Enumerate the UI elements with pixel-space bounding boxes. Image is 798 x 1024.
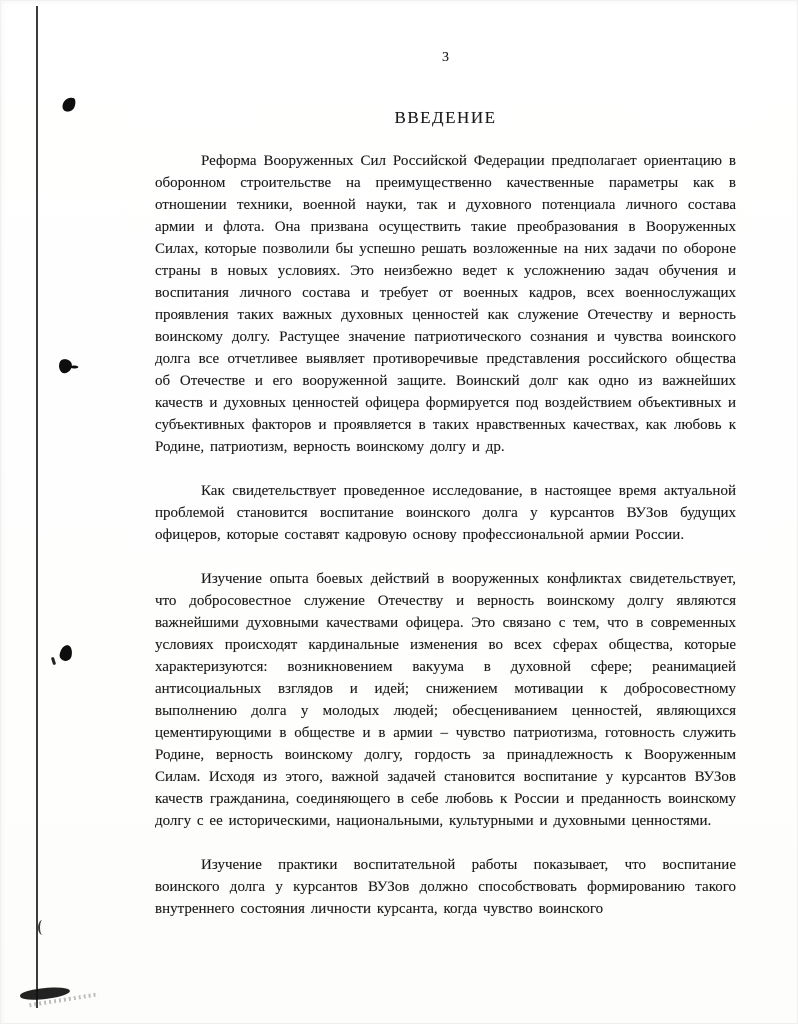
paragraph-2: Как свидетельствует проведенное исследование, в настоящее время актуальной проблемой становится воспитание воинского долга у курсантов ВУЗов будущих офицеров, которые составят кадровую основу профессиональной армии России.	[155, 483, 736, 543]
ink-smudge-lower	[59, 644, 74, 662]
ink-tick-mark	[51, 657, 56, 666]
ink-smudge-middle	[58, 358, 73, 374]
page-number: 3	[442, 50, 449, 65]
corner-scan-smudge	[20, 985, 71, 1002]
paragraph-3: Изучение опыта боевых действий в вооруженных конфликтах свидетельствует, что добросовестное служение Отечеству и верность воинскому долгу являются важнейшими духовными качествами офицера. Это связано с тем, что в современных условиях происходят кардинальные изменения во всех сферах общества, которые характеризуются: возникновением вакуума в духовной сфере; реанимацией антисоциальных взглядов и идей; снижением мотивации к добросовестному выполнению долга у молодых людей; обесцениванием ценностей, являющихся цементирующими в обществе и в армии – чувство патриотизма, готовность служить Родине, верность воинскому долгу, гордость за принадлежность к Вооруженным Силам. Исходя из этого, важной задачей становится воспитание у курсантов ВУЗов качеств гражданина, соединяющего в себе любовь к России и преданность воинскому долгу с ее историческими, национальными, культурными и духовными ценностями.	[155, 571, 736, 829]
stray-pen-mark	[38, 920, 47, 935]
chapter-title: ВВЕДЕНИЕ	[394, 108, 497, 127]
ink-smudge-top	[61, 96, 77, 114]
paragraph-4: Изучение практики воспитательной работы показывает, что воспитание воинского долга у курсантов ВУЗов должно способствовать формированию такого внутреннего состояния личности курсанта, когда чувство воинского	[155, 857, 736, 917]
document-text-block	[155, 50, 736, 920]
scan-binding-edge-line	[36, 6, 38, 1008]
paragraph-1: Реформа Вооруженных Сил Российской Федерации предполагает ориентацию в оборонном строительстве на преимущественно качественные параметры как в отношении техники, военной науки, так и духовного потенциала личного состава армии и флота. Она призвана осуществить такие преобразования в Вооруженных Силах, которые позволили бы успешно решать возложенные на них задачи по обороне страны в новых условиях. Это неизбежно ведет к усложнению задач обучения и воспитания личного состава и требует от военных кадров, всех военнослужащих проявления таких важных духовных ценностей как служение Отечеству и верность воинскому долгу. Растущее значение патриотического сознания и чувства воинского долга все отчетливее выявляет противоречивые представления российского общества об Отечестве и его вооруженной защите. Воинский долг как одно из важнейших качеств и духовных ценностей офицера формируется под воздействием объективных и субъективных факторов и проявляется в таких нравственных качествах, как любовь к Родине, патриотизм, верность воинскому долгу и др.	[155, 153, 736, 455]
